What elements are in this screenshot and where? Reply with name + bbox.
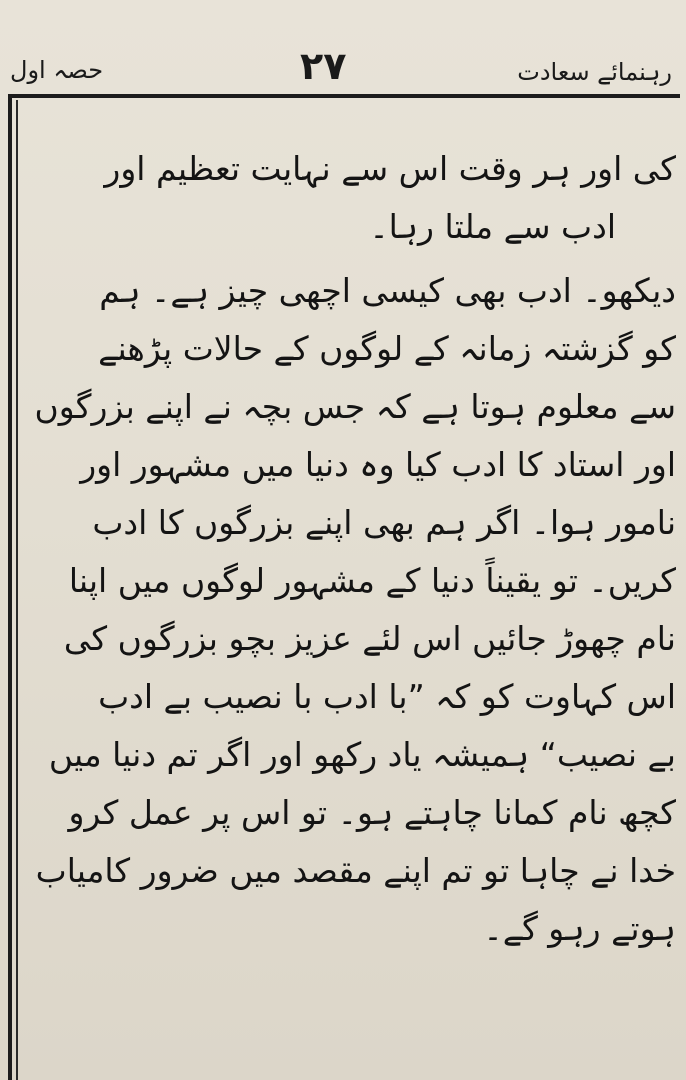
text-line: سے معلوم ہوتا ہے کہ جس بچہ نے اپنے بزرگوں bbox=[34, 387, 676, 426]
text-line: اور استاد کا ادب کیا وہ دنیا میں مشہور اور bbox=[80, 445, 676, 484]
page-number: ۲۷ bbox=[300, 44, 347, 88]
text-line: دیکھو۔ ادب بھی کیسی اچھی چیز ہے۔ ہم bbox=[99, 271, 676, 310]
text-line: کی اور ہر وقت اس سے نہایت تعظیم اور bbox=[104, 149, 676, 188]
left-border-inner-rule bbox=[16, 100, 18, 1080]
text-line: اس کہاوت کو کہ ”با ادب با نصیب بے ادب bbox=[98, 677, 676, 716]
text-line: بے نصیب“ ہمیشہ یاد رکھو اور اگر تم دنیا میں bbox=[48, 735, 676, 774]
text-line: نام چھوڑ جائیں اس لئے عزیز بچو بزرگوں کی bbox=[63, 619, 676, 658]
text-line: ادب سے ملتا رہا۔ bbox=[369, 207, 616, 246]
text-line: خدا نے چاہا تو تم اپنے مقصد میں ضرور کامیاب bbox=[35, 851, 676, 890]
text-line: ہوتے رہو گے۔ bbox=[483, 909, 676, 948]
text-line: کو گزشتہ زمانہ کے لوگوں کے حالات پڑھنے bbox=[98, 329, 676, 368]
book-title: رہنمائے سعادت bbox=[517, 58, 672, 86]
page-header bbox=[0, 0, 686, 92]
header-rule bbox=[8, 94, 680, 98]
left-border-rule bbox=[8, 94, 12, 1080]
text-line: نامور ہوا۔ اگر ہم بھی اپنے بزرگوں کا ادب bbox=[92, 503, 676, 542]
text-line: کریں۔ تو یقیناً دنیا کے مشہور لوگوں میں اپنا bbox=[68, 561, 676, 600]
page-body bbox=[22, 140, 676, 958]
text-line: کچھ نام کمانا چاہتے ہو۔ تو اس پر عمل کرو bbox=[68, 793, 676, 832]
part-label: حصہ اول bbox=[10, 56, 104, 84]
